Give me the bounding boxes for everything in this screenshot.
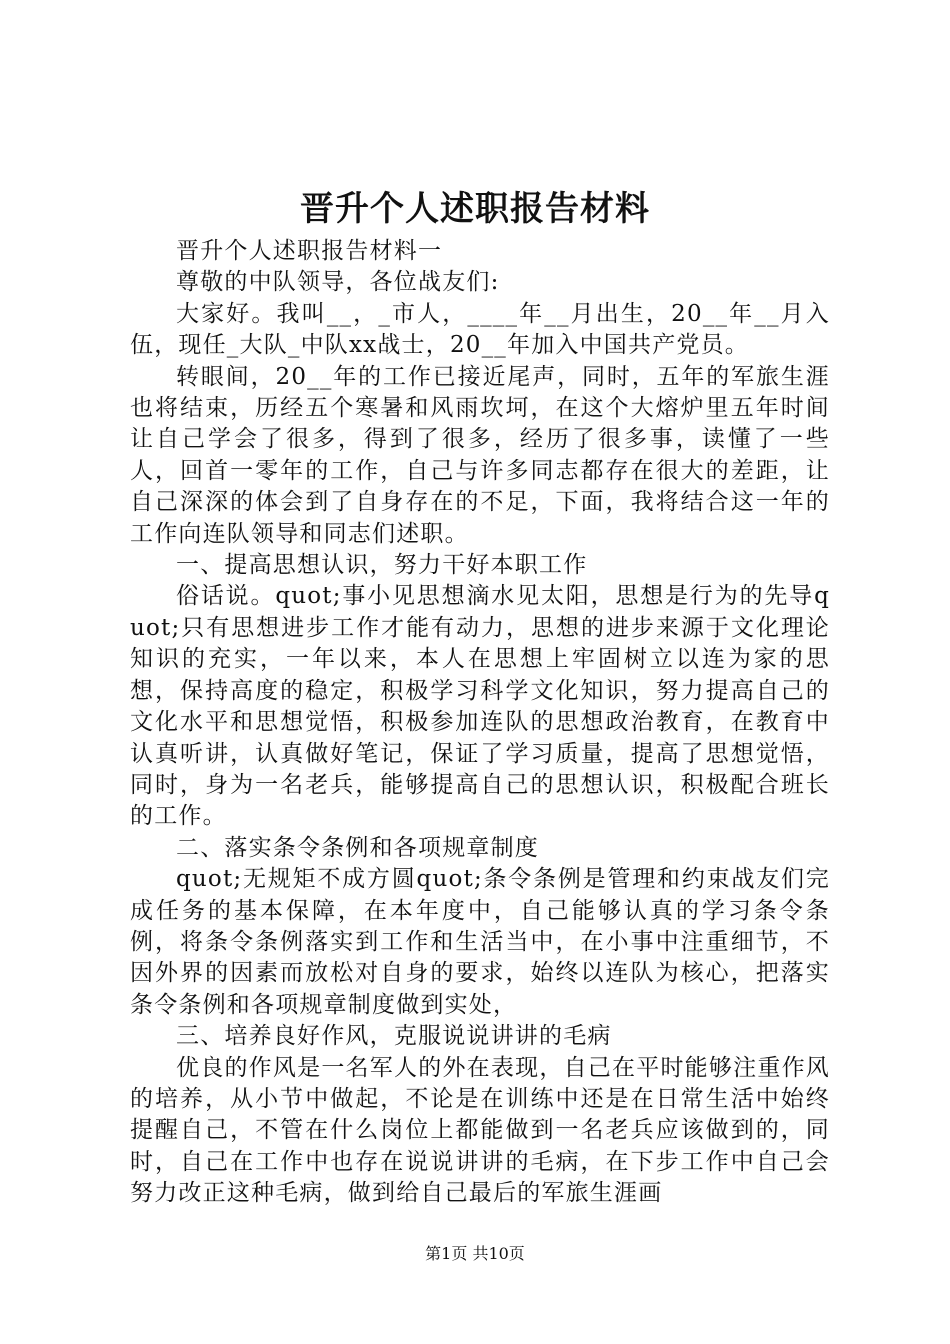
heading-style: 三、培养良好作风，克服说说讲讲的毛病 xyxy=(176,1023,612,1050)
heading-thought: 一、提高思想认识，努力干好本职工作 xyxy=(176,552,588,579)
salutation: 尊敬的中队领导，各位战友们: xyxy=(176,269,500,296)
paragraph-intro: 大家好。我叫__，_市人，____年__月出生，20__年__月入伍，现任_大队_中队xx战士，20__年加入中国共产党员。 xyxy=(130,300,830,359)
paragraph-overview: 转眼间，20__年的工作已接近尾声，同时，五年的军旅生涯也将结束，历经五个寒暑和风雨坎坷，在这个大熔炉里五年时间让自己学会了很多，得到了很多，经历了很多事，读懂了一些人，回首一零年的工作，自己与许多同志都存在很大的差距，让自己深深的体会到了自身存在的不足，下面，我将结合这一年的工作向连队领导和同志们述职。 xyxy=(130,363,830,547)
heading-regulations: 二、落实条令条例和各项规章制度 xyxy=(176,834,539,861)
document-body xyxy=(130,236,830,1210)
paragraph-thought: 俗话说。quot;事小见思想滴水见太阳，思想是行为的先导quot;只有思想进步工作才能有动力，思想的进步来源于文化理论知识的充实，一年以来，本人在思想上牢固树立以连为家的思想，保持高度的稳定，积极学习科学文化知识，努力提高自己的文化水平和思想觉悟，积极参加连队的思想政治教育，在教育中认真听讲，认真做好笔记，保证了学习质量，提高了思想觉悟，同时，身为一名老兵，能够提高自己的思想认识，积极配合班长的工作。 xyxy=(130,583,830,830)
paragraph-style: 优良的作风是一名军人的外在表现，自己在平时能够注重作风的培养，从小节中做起，不论是在训练中还是在日常生活中始终提醒自己，不管在什么岗位上都能做到一名老兵应该做到的，同时，自己在工作中也存在说说讲讲的毛病，在下步工作中自己会努力改正这种毛病，做到给自己最后的军旅生涯画 xyxy=(130,1054,830,1207)
section-heading: 晋升个人述职报告材料一 xyxy=(176,238,443,264)
paragraph-regulations: quot;无规矩不成方圆quot;条令条例是管理和约束战友们完成任务的基本保障，在本年度中，自己能够认真的学习条令条例，将条令条例落实到工作和生活当中，在小事中注重细节，不因外界的因素而放松对自身的要求，始终以连队为核心，把落实条令条例和各项规章制度做到实处， xyxy=(130,866,830,1018)
document-title: 晋升个人述职报告材料 xyxy=(300,189,650,229)
page-number: 第1页 共10页 xyxy=(425,1244,525,1263)
